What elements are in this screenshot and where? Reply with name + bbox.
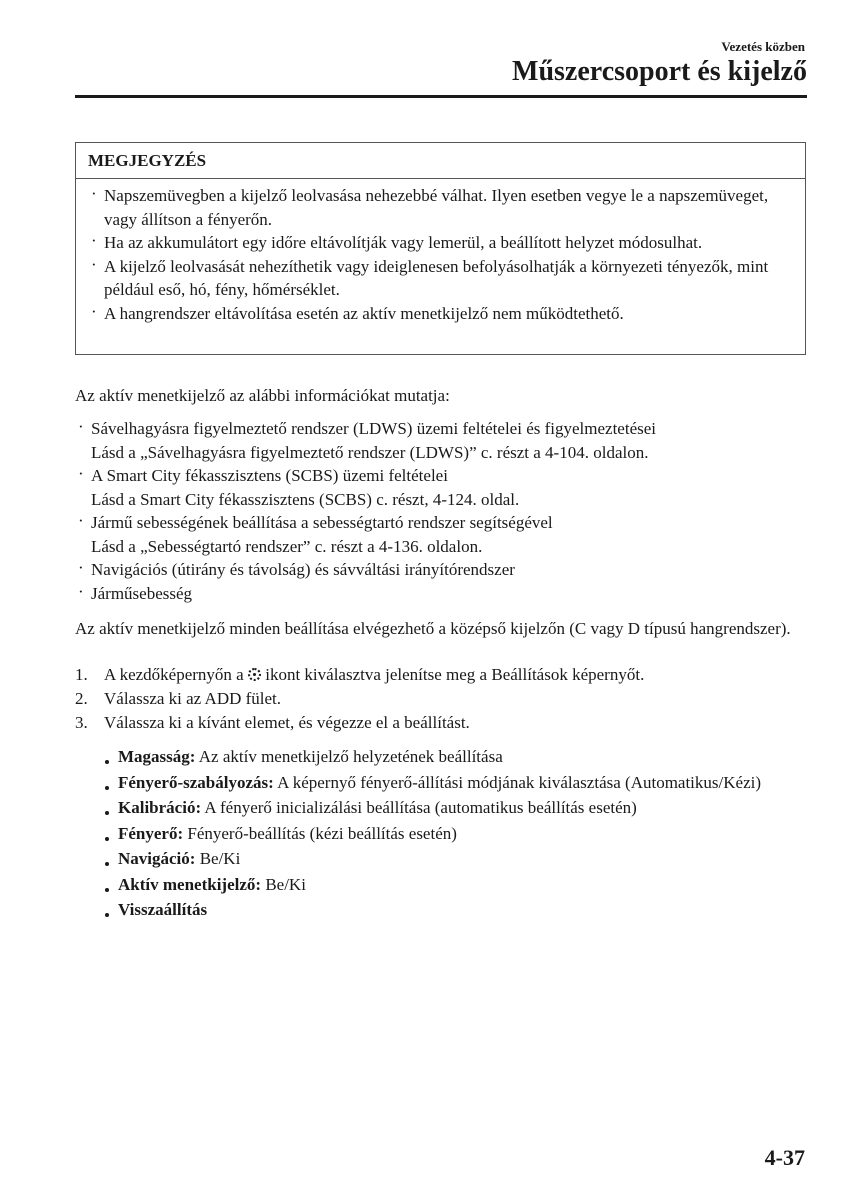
note-item: · A hangrendszer eltávolítása esetén az aktív menetkijelző nem működtethető. (76, 302, 805, 326)
steps-list (75, 663, 810, 735)
info-list (75, 417, 810, 605)
note-heading: MEGJEGYZÉS (76, 143, 805, 179)
info-item (75, 511, 810, 558)
setting-label: Fényerő: (118, 823, 184, 843)
step-number: 3. (75, 713, 88, 732)
setting-desc: Be/Ki (195, 849, 241, 868)
step-item (75, 687, 810, 711)
intro-paragraph: Az aktív menetkijelző az alábbi információkat mutatja: (75, 386, 450, 405)
info-item (75, 464, 810, 511)
note-item: · Napszemüvegben a kijelző leolvasása nehezebbé válhat. Ilyen esetben vegye le a napszemüveget, vagy állítson a fényerőn. (76, 184, 805, 231)
setting-item (103, 873, 810, 897)
info-item-ref: Lásd a „Sávelhagyásra figyelmeztető rendszer (LDWS)” c. részt a 4-104. oldalon. (91, 442, 649, 462)
setting-label: Magasság: (118, 747, 196, 766)
setting-item (103, 745, 810, 769)
setting-item (103, 822, 810, 846)
settings-list (103, 745, 810, 924)
setting-desc: A képernyő fényerő-állítási módjának kiválasztása (Automatikus/Kézi) (273, 772, 761, 792)
page-number: 4-37 (764, 1145, 805, 1170)
setting-label: Navigáció: (118, 849, 196, 868)
section-label: Vezetés közben (721, 39, 805, 54)
info-item-text: Járműsebesség (91, 583, 193, 603)
setting-label: Fényerő-szabályozás: (118, 772, 274, 792)
step-text: Válassza ki a kívánt elemet, és végezze el a beállítást. (104, 713, 470, 732)
page-title: Műszercsoport és kijelző (512, 56, 807, 87)
info-item-ref: Lásd a „Sebességtartó rendszer” c. részt a 4-136. oldalon. (91, 536, 483, 556)
step-item (75, 711, 810, 735)
info-item (75, 582, 810, 606)
setting-item (103, 847, 810, 871)
setting-item (103, 796, 810, 820)
setting-desc: A fényerő inicializálási beállítása (automatikus beállítás esetén) (201, 798, 637, 817)
setting-label: Visszaállítás (118, 900, 208, 919)
setting-label: Aktív menetkijelző: (118, 874, 262, 894)
info-item-text: Navigációs (útirány és távolság) és sávváltási irányítórendszer (91, 560, 515, 579)
step-text: A kezdőképernyőn a (104, 665, 248, 684)
info-item-ref: Lásd a Smart City fékasszisztens (SCBS) c. részt, 4-124. oldal. (91, 489, 520, 509)
note-box (75, 142, 806, 355)
step-item (75, 663, 810, 687)
info-item-text: Sávelhagyásra figyelmeztető rendszer (LDWS) üzemi feltételei és figyelmeztetései (91, 419, 656, 438)
step-number: 2. (75, 689, 88, 708)
settings-paragraph: Az aktív menetkijelző minden beállítása elvégezhető a középső kijelzőn (C vagy D típusú hangrendszer). (75, 619, 791, 638)
info-item-text: Jármű sebességének beállítása a sebességtartó rendszer segítségével (91, 513, 553, 532)
title-rule (75, 95, 807, 98)
gear-icon (248, 668, 261, 681)
note-item: · A kijelző leolvasását nehezíthetik vagy ideiglenesen befolyásolhatják a környezeti tényezők, mint például eső, hó, fény, hőmérséklet. (76, 255, 805, 302)
info-item (75, 417, 810, 464)
step-number: 1. (75, 665, 88, 684)
setting-desc: Fényerő-beállítás (kézi beállítás esetén) (183, 823, 457, 843)
note-item: · Ha az akkumulátort egy időre eltávolítják vagy lemerül, a beállított helyzet módosulhat. (76, 231, 805, 255)
info-item-text: A Smart City fékasszisztens (SCBS) üzemi feltételei (91, 466, 448, 485)
setting-item (103, 898, 810, 922)
note-list (76, 179, 805, 325)
setting-desc: Be/Ki (261, 874, 306, 894)
step-text: Válassza ki az ADD fület. (104, 689, 282, 708)
setting-desc: Az aktív menetkijelző helyzetének beállítása (195, 747, 503, 766)
info-item (75, 558, 810, 582)
setting-label: Kalibráció: (118, 798, 202, 817)
setting-item (103, 771, 810, 795)
step-text: ikont kiválasztva jelenítse meg a Beállítások képernyőt. (260, 665, 645, 684)
